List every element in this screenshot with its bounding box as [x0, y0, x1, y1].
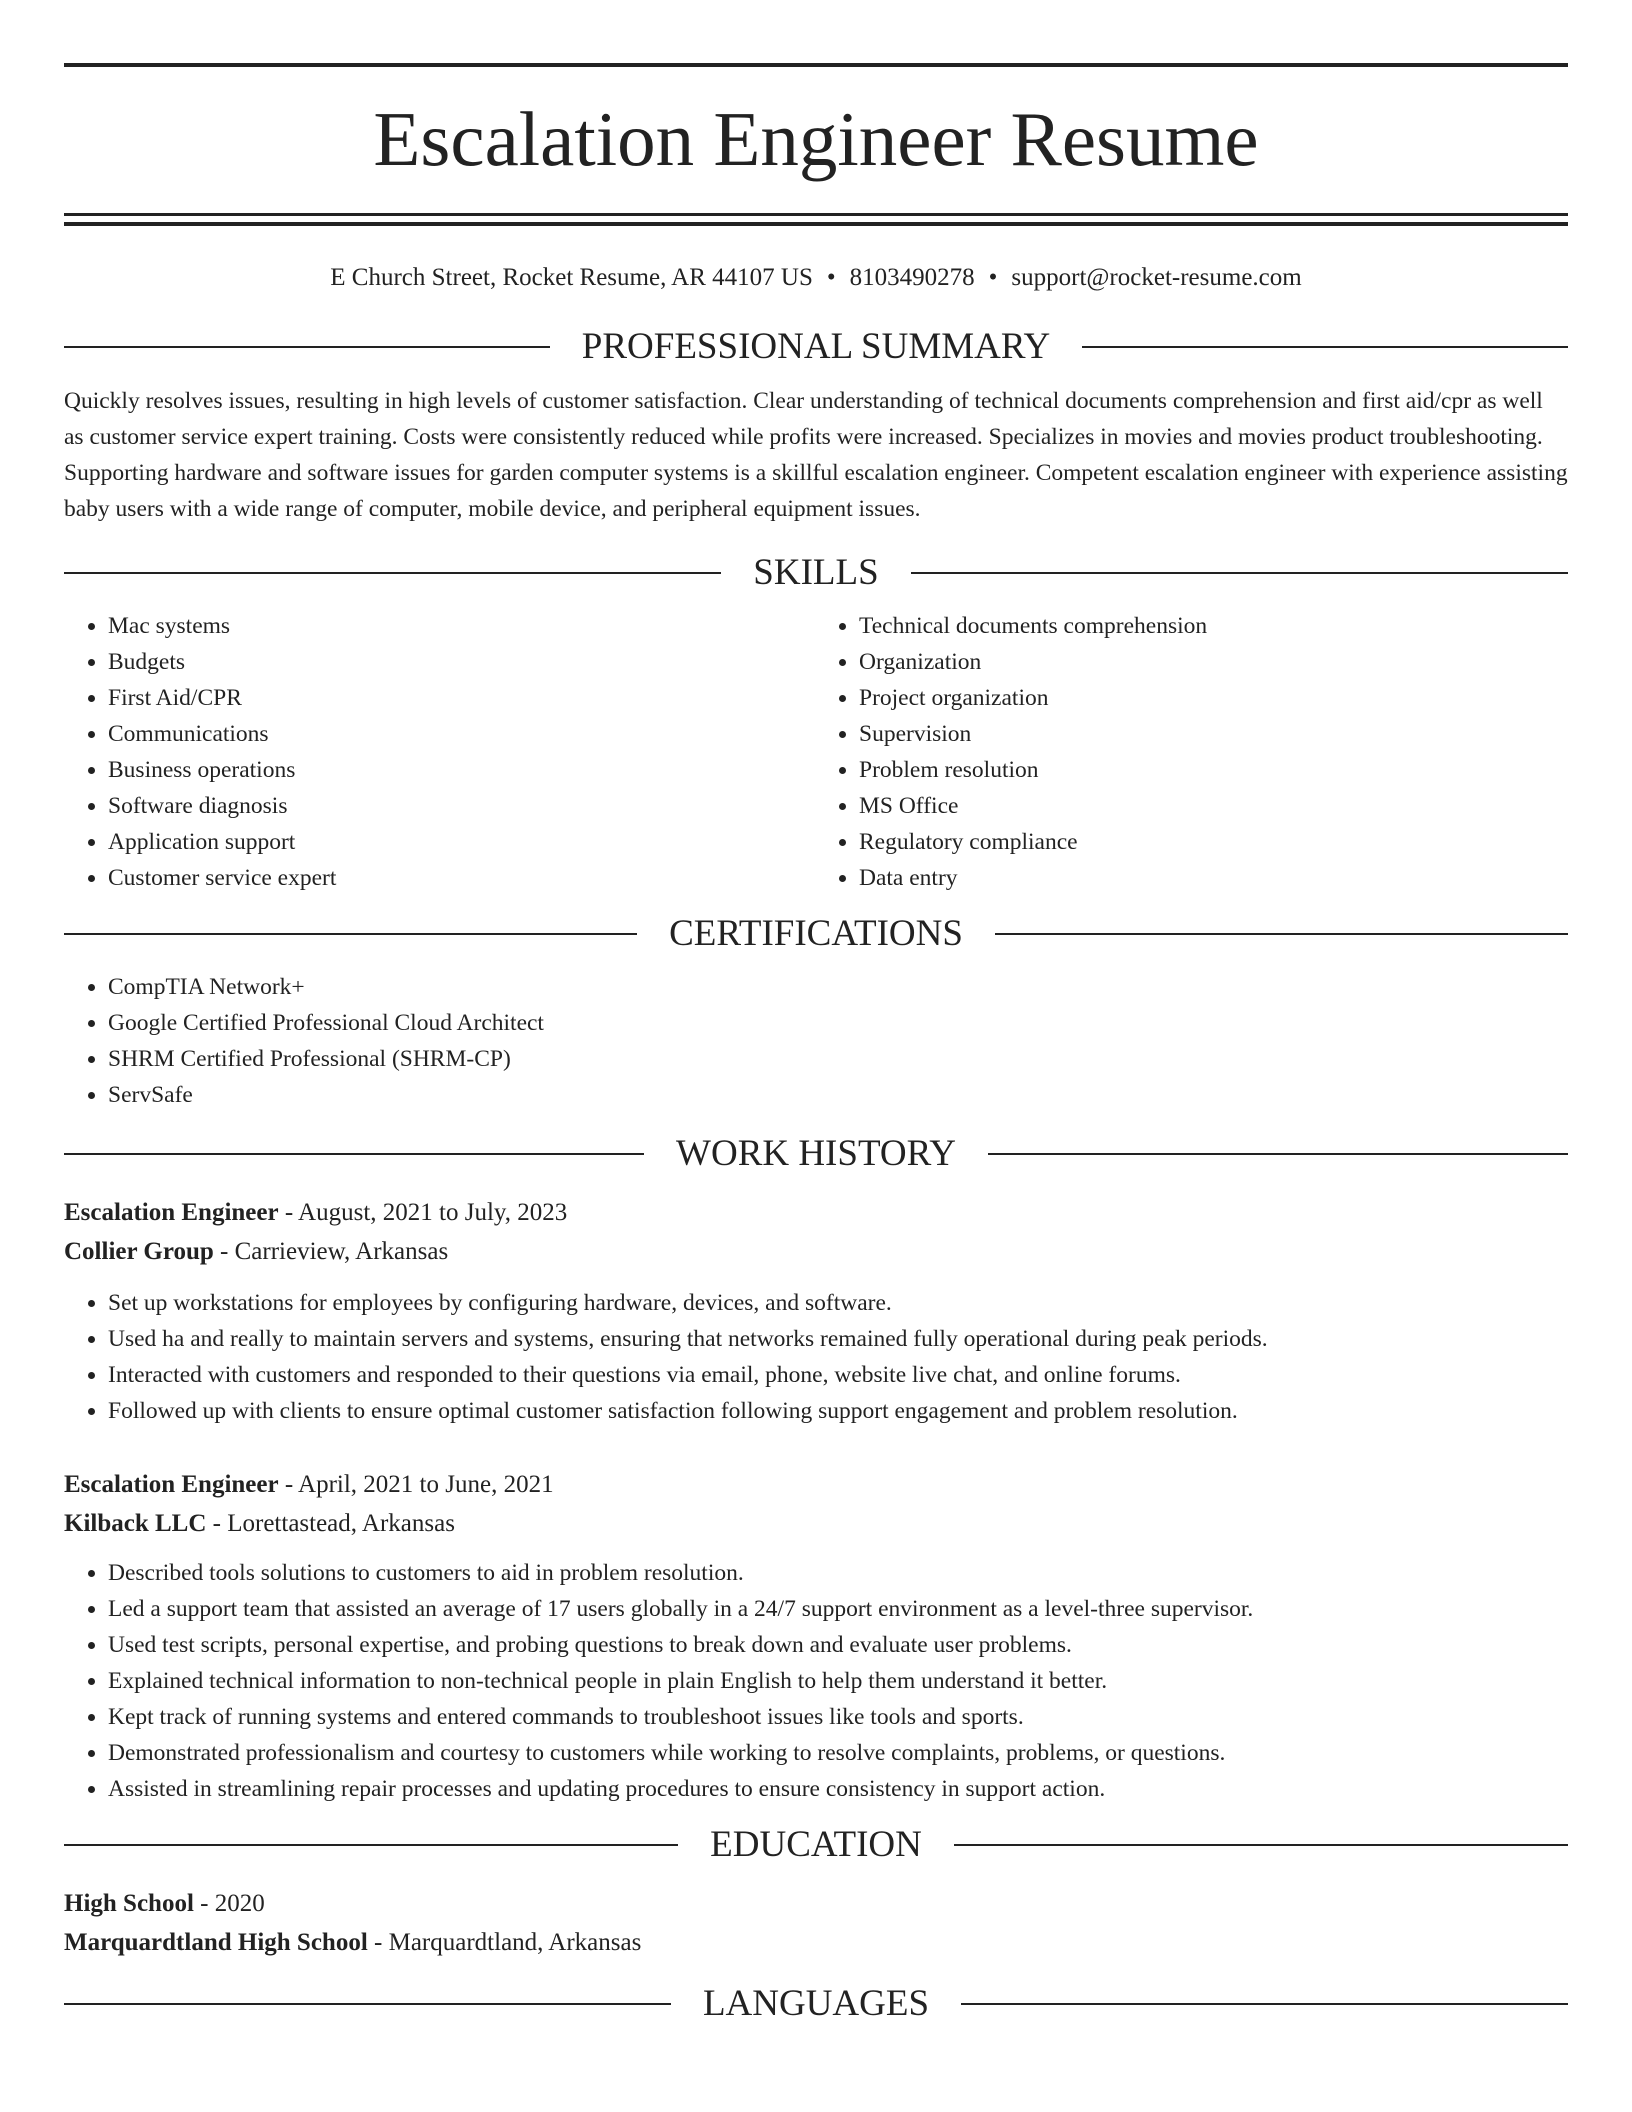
heading-rule [64, 933, 637, 935]
list-item: • Described tools solutions to customers to aid in problem resolution. [108, 1555, 1568, 1591]
job-location: - Lorettastead, Arkansas [206, 1510, 455, 1537]
list-item: • Regulatory compliance [859, 824, 1568, 860]
list-item: • SHRM Certified Professional (SHRM-CP) [108, 1041, 1568, 1077]
list-item: • Kept track of running systems and entered commands to troubleshoot issues like tools and sports. [108, 1699, 1568, 1735]
job-bullets [64, 1285, 1568, 1429]
section-heading-languages [64, 1980, 1568, 2028]
list-item: • Led a support team that assisted an average of 17 users globally in a 24/7 support environment as a level-three supervisor. [108, 1591, 1568, 1627]
list-item: • Google Certified Professional Cloud Architect [108, 1005, 1568, 1041]
job-company-line [64, 1232, 1568, 1271]
heading-rule [954, 1844, 1568, 1846]
section-heading-certifications [64, 910, 1568, 958]
section-title: WORK HISTORY [676, 1133, 956, 1174]
list-item: • First Aid/CPR [108, 680, 817, 716]
list-item: • Followed up with clients to ensure optimal customer satisfaction following support engagement and problem resolution. [108, 1393, 1568, 1429]
list-item: • Application support [108, 824, 817, 860]
job-dates: - April, 2021 to June, 2021 [278, 1471, 554, 1498]
section-heading-work-history [64, 1130, 1568, 1178]
list-item: • ServSafe [108, 1077, 1568, 1113]
summary-text: Quickly resolves issues, resulting in high levels of customer satisfaction. Clear understanding of technical documents comprehension and first aid/cpr as well as customer service expert training. Costs were consistently reduced while profits were increased. Specializes in movies and movies product troubleshooting. Supporting hardware and software issues for garden computer systems is a skillful escalation engineer. Competent escalation engineer with experience assisting baby users with a wide range of computer, mobile device, and peripheral equipment issues. [64, 388, 1568, 522]
heading-rule [64, 2003, 671, 2005]
heading-rule [64, 346, 550, 348]
heading-rule [995, 933, 1568, 935]
list-item: • Assisted in streamlining repair processes and updating procedures to ensure consistency in support action. [108, 1771, 1568, 1807]
section-title: SKILLS [753, 552, 879, 593]
section-heading-education [64, 1821, 1568, 1869]
education-year: - 2020 [193, 1890, 265, 1917]
list-item: • Data entry [859, 860, 1568, 896]
heading-rule [911, 572, 1568, 574]
section-heading-summary [64, 323, 1568, 371]
job-title-line [64, 1193, 1568, 1232]
list-item: • Explained technical information to non-technical people in plain English to help them understand it better. [108, 1663, 1568, 1699]
job-company: Kilback LLC [64, 1510, 207, 1537]
contact-separator: • [826, 264, 836, 291]
skills-list-left [64, 608, 817, 896]
section-title: PROFESSIONAL SUMMARY [581, 326, 1051, 367]
list-item: • Mac systems [108, 608, 817, 644]
education-entry [64, 1884, 1568, 1962]
certifications-list [64, 969, 1568, 1113]
job-company-line [64, 1504, 1568, 1543]
job-title: Escalation Engineer [64, 1471, 279, 1498]
list-item: • Used test scripts, personal expertise, and probing questions to break down and evaluate user problems. [108, 1627, 1568, 1663]
section-title: LANGUAGES [702, 1983, 930, 2024]
list-item: • Budgets [108, 644, 817, 680]
list-item: • Customer service expert [108, 860, 817, 896]
list-item: • MS Office [859, 788, 1568, 824]
contact-email: support@rocket-resume.com [1011, 264, 1302, 291]
job-dates: - August, 2021 to July, 2023 [278, 1199, 568, 1226]
heading-rule [64, 1153, 644, 1155]
title-double-rule [64, 213, 1568, 226]
list-item: • Organization [859, 644, 1568, 680]
skills-list-right [815, 608, 1568, 896]
list-item: • Set up workstations for employees by configuring hardware, devices, and software. [108, 1285, 1568, 1321]
section-heading-skills [64, 549, 1568, 597]
job-title: Escalation Engineer [64, 1199, 279, 1226]
section-title: EDUCATION [710, 1824, 922, 1865]
heading-rule [988, 1153, 1568, 1155]
heading-rule [961, 2003, 1568, 2005]
job-location: - Carrieview, Arkansas [213, 1238, 449, 1265]
education-degree: High School [64, 1890, 194, 1917]
list-item: • Demonstrated professionalism and courtesy to customers while working to resolve complaints, problems, or questions. [108, 1735, 1568, 1771]
heading-rule [1082, 346, 1568, 348]
job-title-line [64, 1465, 1568, 1504]
heading-rule [64, 1844, 678, 1846]
list-item: • Supervision [859, 716, 1568, 752]
skills-columns [64, 608, 1568, 896]
list-item: • Project organization [859, 680, 1568, 716]
education-school-line [64, 1923, 1568, 1962]
contact-separator: • [988, 264, 998, 291]
list-item: • Communications [108, 716, 817, 752]
job-bullets [64, 1555, 1568, 1807]
list-item: • Used ha and really to maintain servers and systems, ensuring that networks remained fully operational during peak periods. [108, 1321, 1568, 1357]
education-school: Marquardtland High School [64, 1929, 368, 1956]
contact-address: E Church Street, Rocket Resume, AR 44107 US [330, 264, 813, 291]
education-location: - Marquardtland, Arkansas [367, 1929, 642, 1956]
heading-rule [64, 572, 721, 574]
list-item: • Business operations [108, 752, 817, 788]
list-item: • Interacted with customers and responded to their questions via email, phone, website live chat, and online forums. [108, 1357, 1568, 1393]
top-rule [64, 63, 1568, 67]
job-entry [64, 1193, 1568, 1429]
education-degree-line [64, 1884, 1568, 1923]
list-item: • Software diagnosis [108, 788, 817, 824]
contact-line [64, 258, 1568, 298]
contact-phone: 8103490278 [849, 264, 975, 291]
list-item: • Problem resolution [859, 752, 1568, 788]
list-item: • Technical documents comprehension [859, 608, 1568, 644]
section-title: CERTIFICATIONS [669, 913, 963, 954]
job-entry [64, 1465, 1568, 1807]
resume-title: Escalation Engineer Resume [373, 96, 1259, 182]
job-company: Collier Group [64, 1238, 214, 1265]
list-item: • CompTIA Network+ [108, 969, 1568, 1005]
